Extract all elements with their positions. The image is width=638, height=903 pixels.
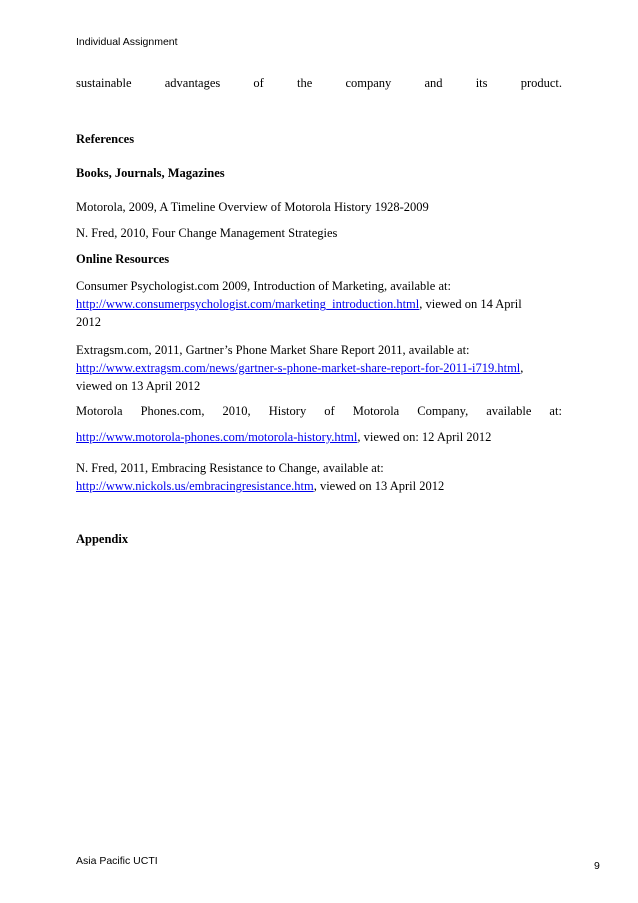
reference-viewed: , viewed on 14 April — [419, 297, 522, 311]
reference-viewed: , viewed on 13 April 2012 — [313, 479, 445, 493]
word: Motorola — [352, 404, 400, 418]
online-resources-heading: Online Resources — [76, 252, 170, 266]
reference-viewed: , viewed on: 12 April 2012 — [357, 430, 492, 444]
word: Motorola — [76, 404, 123, 418]
references-heading: References — [76, 132, 135, 146]
reference-link-extragsm[interactable]: http://www.extragsm.com/news/gartner-s-phone-market-share-report-for-2011-i719.html — [76, 361, 521, 375]
word: available — [486, 404, 532, 418]
appendix-heading: Appendix — [76, 532, 129, 546]
word: of — [253, 76, 264, 90]
reference-tail: 2012 — [76, 315, 101, 329]
word: of — [324, 404, 335, 418]
word: product. — [520, 76, 562, 90]
continuation-line — [76, 76, 562, 91]
justified-reference-line — [76, 402, 562, 420]
page-header: Individual Assignment — [76, 36, 178, 48]
reference-link-consumerpsychologist[interactable]: http://www.consumerpsychologist.com/marketing_introduction.html — [76, 297, 420, 311]
books-heading: Books, Journals, Magazines — [76, 166, 225, 180]
online-reference-2 — [76, 341, 566, 395]
page-number: 9 — [594, 860, 600, 872]
word: its — [475, 76, 488, 90]
online-reference-1 — [76, 277, 566, 331]
online-reference-3 — [76, 402, 566, 446]
reference-link-nickols[interactable]: http://www.nickols.us/embracingresistance.htm — [76, 479, 314, 493]
word: 2010, — [222, 404, 251, 418]
online-reference-4 — [76, 459, 566, 495]
reference-link-motorola-phones[interactable]: http://www.motorola-phones.com/motorola-history.html — [76, 430, 358, 444]
book-reference-1: Motorola, 2009, A Timeline Overview of Motorola History 1928-2009 — [76, 200, 429, 214]
reference-comma: , — [520, 361, 524, 375]
word: at: — [549, 404, 562, 418]
word: Phones.com, — [140, 404, 205, 418]
word: sustainable — [76, 76, 132, 90]
book-reference-2: N. Fred, 2010, Four Change Management Strategies — [76, 226, 338, 240]
reference-text: N. Fred, 2011, Embracing Resistance to Change, available at: — [76, 461, 384, 475]
word: company — [345, 76, 392, 90]
footer-institution: Asia Pacific UCTI — [76, 855, 158, 867]
reference-text: Consumer Psychologist.com 2009, Introduction of Marketing, available at: — [76, 279, 451, 293]
word: History — [268, 404, 307, 418]
word: Company, — [417, 404, 469, 418]
word: advantages — [164, 76, 221, 90]
word: the — [297, 76, 313, 90]
reference-tail: viewed on 13 April 2012 — [76, 379, 201, 393]
reference-text: Extragsm.com, 2011, Gartner’s Phone Market Share Report 2011, available at: — [76, 343, 470, 357]
word: and — [424, 76, 443, 90]
